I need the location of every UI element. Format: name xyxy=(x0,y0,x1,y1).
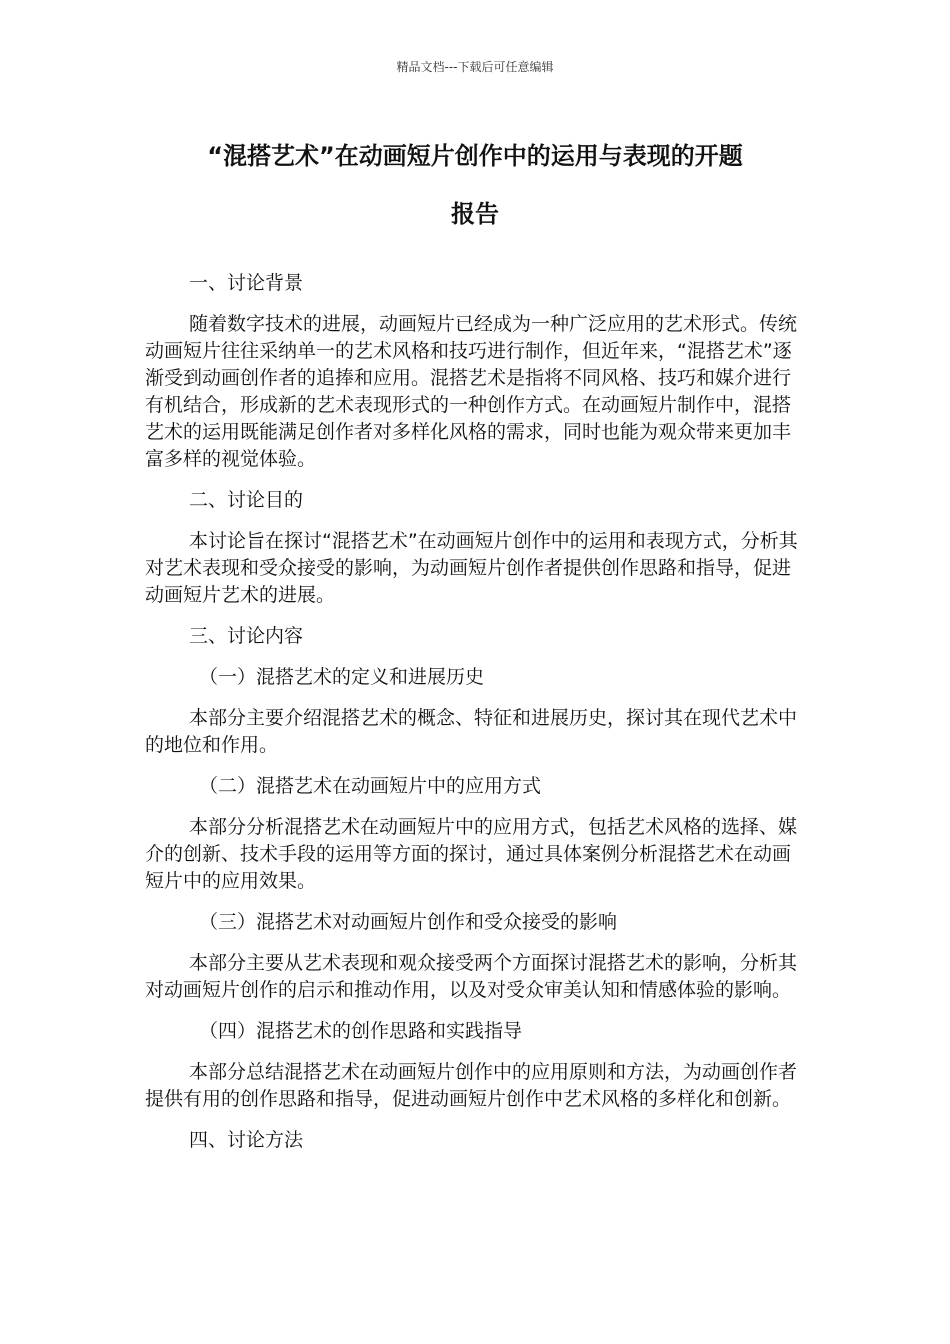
paragraph-definition: 本部分主要介绍混搭艺术的概念、特征和进展历史，探讨其在现代艺术中的地位和作用。 xyxy=(145,707,798,756)
document-body xyxy=(145,270,805,1168)
paragraph-influence: 本部分主要从艺术表现和观众接受两个方面探讨混搭艺术的影响，分析其对动画短片创作的启示和推动作用，以及对受众审美认知和情感体验的影响。 xyxy=(145,952,798,1001)
paragraph-guidance: 本部分总结混搭艺术在动画短片创作中的应用原则和方法，为动画创作者提供有用的创作思路和指导，促进动画短片创作中艺术风格的多样化和创新。 xyxy=(145,1061,798,1110)
paragraph-background: 随着数字技术的进展，动画短片已经成为一种广泛应用的艺术形式。传统动画短片往往采纳单一的艺术风格和技巧进行制作，但近年来，“混搭艺术”逐渐受到动画创作者的追捧和应用。混搭艺术是指将不同风格、技巧和媒介进行有机结合，形成新的艺术表现形式的一种创作方式。在动画短片制作中，混搭艺术的运用既能满足创作者对多样化风格的需求，同时也能为观众带来更加丰富多样的视觉体验。 xyxy=(145,313,798,470)
document-title-line-1: “混搭艺术”在动画短片创作中的运用与表现的开题 xyxy=(207,142,743,170)
subsection-heading-application: （二）混搭艺术在动画短片中的应用方式 xyxy=(199,775,542,797)
document-title-line-2: 报告 xyxy=(451,200,499,228)
section-heading-content: 三、讨论内容 xyxy=(189,625,304,647)
subsection-heading-guidance: （四）混搭艺术的创作思路和实践指导 xyxy=(199,1020,523,1042)
paragraph-application: 本部分分析混搭艺术在动画短片中的应用方式，包括艺术风格的选择、媒介的创新、技术手段的运用等方面的探讨，通过具体案例分析混搭艺术在动画短片中的应用效果。 xyxy=(145,816,798,892)
paragraph-purpose: 本讨论旨在探讨“混搭艺术”在动画短片创作中的运用和表现方式，分析其对艺术表现和受众接受的影响，为动画短片创作者提供创作思路和指导，促进动画短片艺术的进展。 xyxy=(145,530,798,606)
subsection-heading-definition: （一）混搭艺术的定义和进展历史 xyxy=(199,666,485,688)
page-header: 精品文档---下载后可任意编辑 xyxy=(396,60,554,74)
subsection-heading-influence: （三）混搭艺术对动画短片创作和受众接受的影响 xyxy=(199,911,618,933)
section-heading-methods: 四、讨论方法 xyxy=(189,1129,304,1151)
section-heading-purpose: 二、讨论目的 xyxy=(189,489,304,511)
section-heading-background: 一、讨论背景 xyxy=(189,272,304,294)
